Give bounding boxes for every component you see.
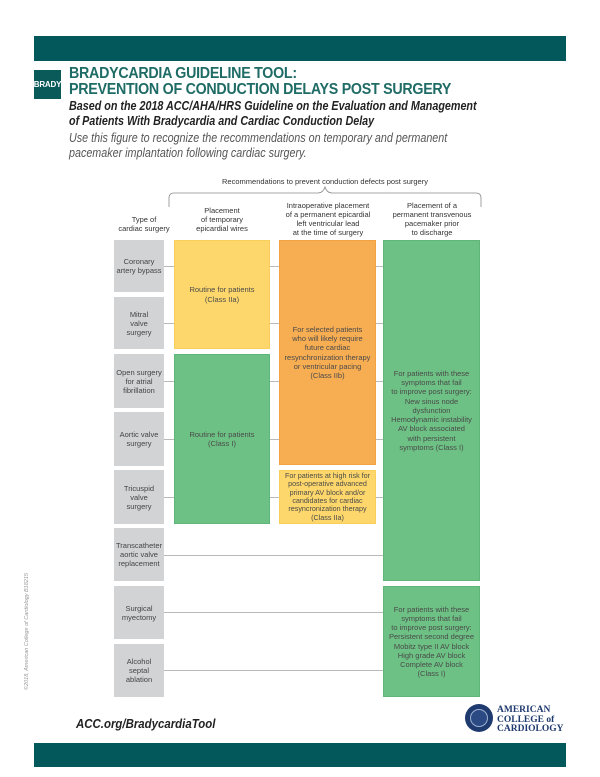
column-header-surgery-type: Type of cardiac surgery <box>118 215 170 233</box>
brady-badge: BRADY <box>34 70 61 99</box>
pacemaker-group-2-class-1: For patients with these symptoms that fail to improve post surgery: Persistent second degree Mobitz type II AV block High grade AV block Complete AV block (Class I) <box>383 586 480 697</box>
title-line-1: BRADYCARDIA GUIDELINE TOOL: <box>69 65 297 82</box>
row-connector <box>164 670 384 671</box>
page-title <box>69 66 451 98</box>
acc-seal-icon <box>465 704 493 732</box>
desc-line-2: pacemaker implantation following cardiac surgery. <box>69 146 307 160</box>
column-header-temporary-wires: Placement of temporary epicardial wires <box>196 206 248 233</box>
desc-line-1: Use this figure to recognize the recommendations on temporary and permanent <box>69 131 448 145</box>
column-header-lv-lead: Intraoperative placement of a permanent epicardial left ventricular lead at the time of surgery <box>285 201 371 237</box>
temp-wires-class-2a: Routine for patients (Class IIa) <box>174 240 270 349</box>
lv-lead-class-2a: For patients at high risk for post-operative advanced primary AV block and/or candidates for cardiac resyncronization therapy (Class IIa) <box>279 470 376 524</box>
acc-logo: AMERICAN COLLEGE of CARDIOLOGY <box>497 705 564 734</box>
recommendations-heading: Recommendations to prevent conduction defects post surgery <box>222 177 428 186</box>
subtitle-line-1: Based on the 2018 ACC/AHA/HRS Guideline on the Evaluation and Management <box>69 99 477 113</box>
subtitle-line-2: of Patients With Bradycardia and Cardiac Conduction Delay <box>69 114 375 128</box>
surgery-aortic-valve: Aortic valve surgery <box>114 412 164 466</box>
surgery-tricuspid-valve: Tricuspid valve surgery <box>114 470 164 524</box>
surgery-coronary-artery-bypass: Coronary artery bypass <box>114 240 164 292</box>
bottom-banner <box>34 743 566 767</box>
surgery-atrial-fibrillation: Open surgery for atrial fibrillation <box>114 354 164 408</box>
pacemaker-group-1-class-1: For patients with these symptoms that fail to improve post surgery: New sinus node dysfunction Hemodynamic instability AV block associated with persistent symptoms (Class I) <box>383 240 480 581</box>
page-subtitle <box>69 99 477 129</box>
tool-url-link[interactable]: ACC.org/BradycardiaTool <box>76 716 216 731</box>
page-description <box>69 131 447 161</box>
surgery-surgical-myectomy: Surgical myectomy <box>114 586 164 639</box>
row-connector <box>164 555 384 556</box>
top-banner <box>34 36 566 61</box>
lv-lead-class-2b: For selected patients who will likely require future cardiac resynchronization therapy or ventricular pacing (Class IIb) <box>279 240 376 465</box>
surgery-alcohol-septal-ablation: Alcohol septal ablation <box>114 644 164 697</box>
surgery-tavr: Transcatheter aortic valve replacement <box>114 528 164 581</box>
copyright-text: ©2018, American College of Cardiology B18215 <box>24 573 30 690</box>
row-connector <box>164 612 384 613</box>
temp-wires-class-1: Routine for patients (Class I) <box>174 354 270 524</box>
surgery-mitral-valve: Mitral valve surgery <box>114 297 164 349</box>
title-line-2: PREVENTION OF CONDUCTION DELAYS POST SURGERY <box>69 81 452 98</box>
column-header-transvenous-pacemaker: Placement of a permanent transvenous pacemaker prior to discharge <box>392 201 472 237</box>
